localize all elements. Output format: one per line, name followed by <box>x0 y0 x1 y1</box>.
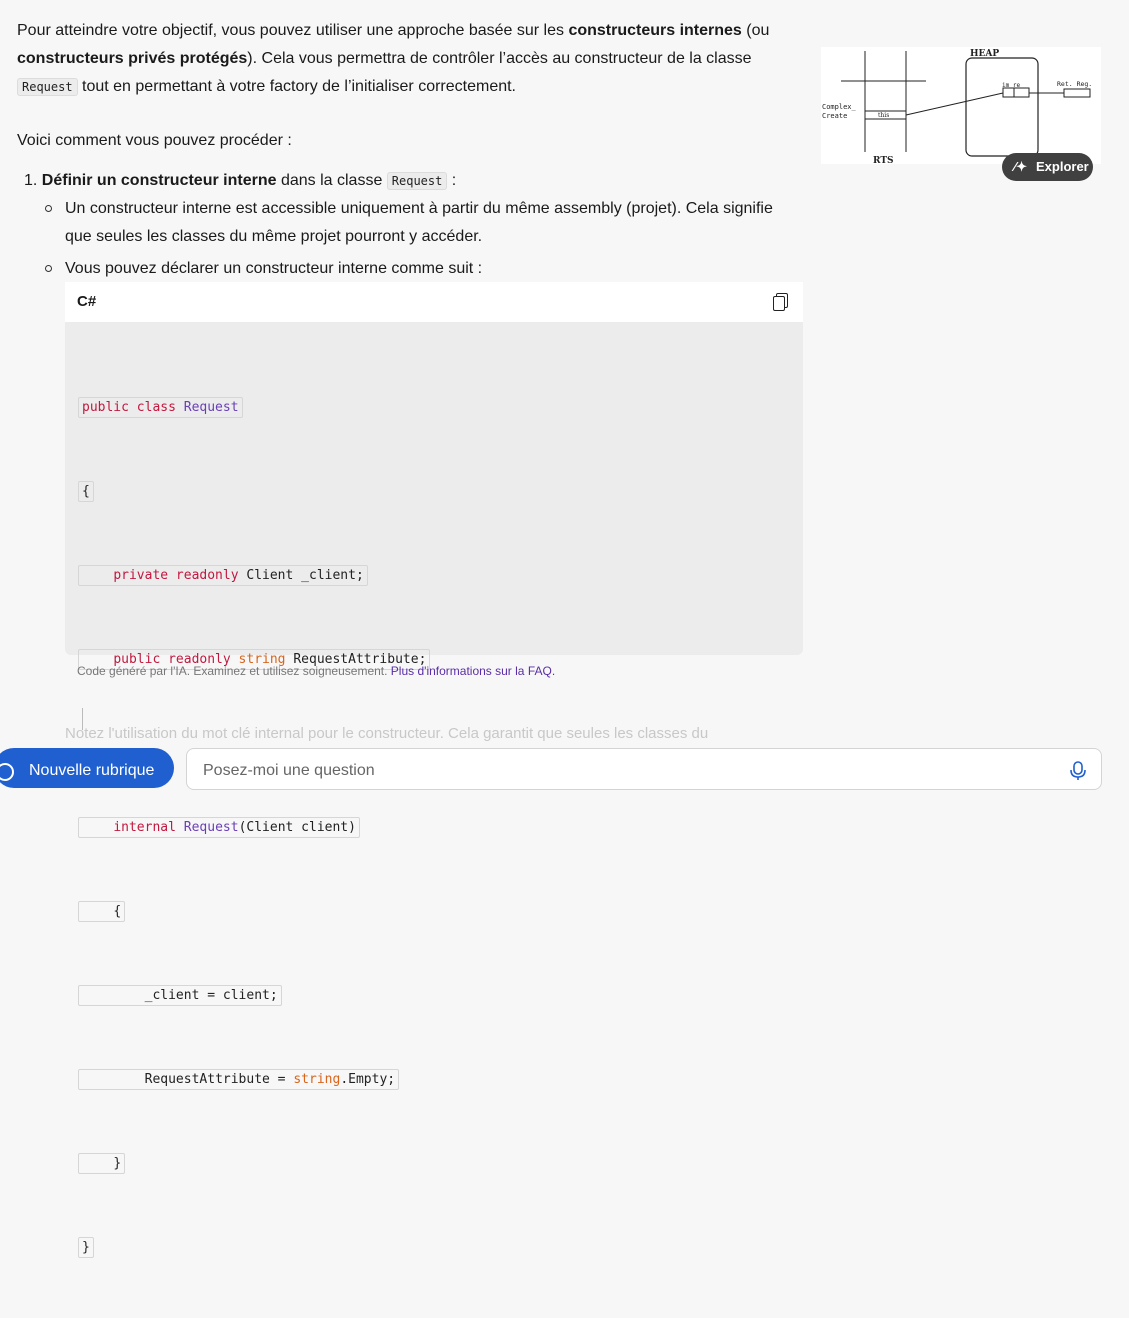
code-line: { <box>78 898 430 926</box>
explorer-label: Explorer <box>1036 159 1089 174</box>
microphone-icon[interactable] <box>1069 761 1087 781</box>
intro-bold-1: constructeurs internes <box>568 22 742 39</box>
bullet-circle <box>45 265 52 272</box>
code-line: { <box>78 478 430 506</box>
bullet-item <box>45 255 795 283</box>
diagram-thumbnail[interactable] <box>821 47 1101 164</box>
ai-disclaimer <box>77 664 555 678</box>
faq-link[interactable]: Plus d'informations sur la FAQ. <box>390 664 556 678</box>
code-block-header <box>65 282 803 322</box>
intro-text-3: ). Cela vous permettra de contrôler l’accès au constructeur de la classe <box>247 50 752 67</box>
code-line: } <box>78 1150 430 1178</box>
code-line: _client = client; <box>78 982 430 1010</box>
ret-reg-label: Ret. Reg. <box>1057 80 1093 88</box>
ask-box[interactable] <box>186 748 1102 790</box>
create-label: Create <box>822 112 848 120</box>
magic-wand-icon: ⁄✦ <box>1014 159 1028 174</box>
intro-text-1: Pour atteindre votre objectif, vous pouvez utiliser une approche basée sur les <box>17 22 569 39</box>
explorer-button[interactable] <box>1002 153 1093 181</box>
code-line: public class Request <box>78 394 430 422</box>
voici-paragraph: Voici comment vous pouvez procéder : <box>17 132 292 149</box>
intro-text-4: tout en permettant à votre factory de l’initialiser correctement. <box>77 78 516 95</box>
bullet-text: Vous pouvez déclarer un constructeur interne comme suit : <box>65 260 483 277</box>
code-line: private readonly Client _client; <box>78 562 430 590</box>
bullet-text: Un constructeur interne est accessible uniquement à partir du même assembly (projet). Cela signifie que seules les classes du même projet pourront y accéder. <box>65 200 773 245</box>
intro-paragraph <box>17 17 777 101</box>
step-1 <box>24 167 456 195</box>
intro-bold-2: constructeurs privés protégés <box>17 50 248 67</box>
rts-label: RTS <box>873 156 894 166</box>
bullet-circle <box>45 205 52 212</box>
disclaimer-text: Code généré par l'IA. Examinez et utilisez soigneusement. <box>77 664 391 678</box>
this-label: this <box>878 112 890 119</box>
memory-diagram <box>821 47 1101 164</box>
inline-code-request: Request <box>17 78 78 96</box>
step-number: 1. <box>24 172 38 189</box>
code-language: C# <box>77 293 97 310</box>
step-text-2: : <box>447 172 457 189</box>
faded-continuation-text: Notez l'utilisation du mot clé internal pour le constructeur. Cela garantit que seules les classes du <box>65 725 709 742</box>
new-topic-button[interactable] <box>0 748 174 788</box>
im-re-label: im re <box>1002 82 1021 89</box>
step-bold: Définir un constructeur interne <box>41 172 277 189</box>
ask-input[interactable] <box>201 761 1005 781</box>
code-body <box>78 338 430 1318</box>
intro-text-2: (ou <box>741 22 770 39</box>
code-line: public readonly string RequestAttribute; <box>78 646 430 674</box>
new-topic-label: Nouvelle rubrique <box>29 762 155 779</box>
bullet-item <box>45 195 795 251</box>
code-line: RequestAttribute = string.Empty; <box>78 1066 430 1094</box>
inline-code-request-2: Request <box>387 172 448 190</box>
complex-label: Complex_ <box>822 103 856 111</box>
new-chat-icon <box>0 763 14 781</box>
code-line: internal Request(Client client) <box>78 814 430 842</box>
step-text-1: dans la classe <box>276 172 387 189</box>
copy-icon[interactable] <box>773 293 787 310</box>
heap-label: HEAP <box>970 49 1000 59</box>
code-line: } <box>78 1234 430 1262</box>
